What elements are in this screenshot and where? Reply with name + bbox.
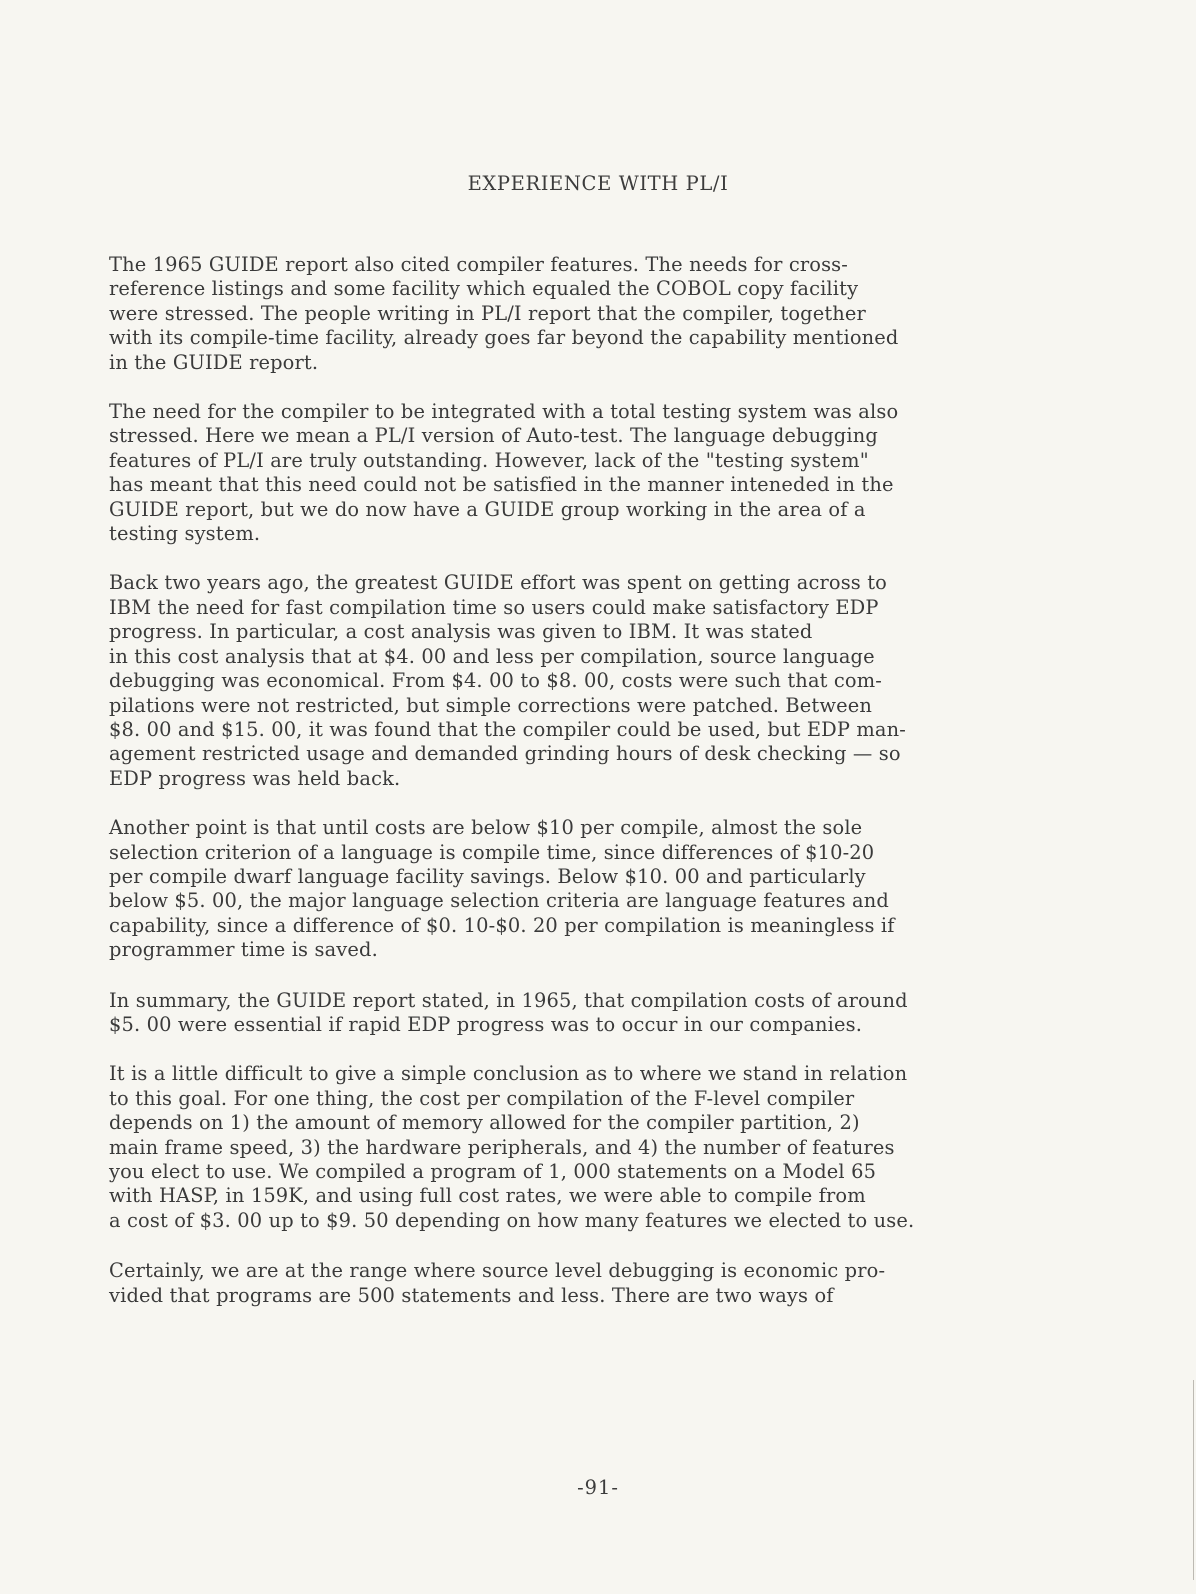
text-line: GUIDE report, but we do now have a GUIDE group working in the area of a <box>109 497 866 521</box>
text-line: to this goal. For one thing, the cost per compilation of the F-level compiler <box>109 1086 855 1110</box>
text-line: debugging was economical. From $4. 00 to $8. 00, costs were such that com- <box>109 669 882 693</box>
text-line: has meant that this need could not be satisfied in the manner inteneded in the <box>109 473 894 497</box>
paragraph-6 <box>109 1062 1089 1233</box>
text-line: It is a little difficult to give a simple conclusion as to where we stand in relation <box>109 1062 908 1086</box>
text-line: Another point is that until costs are below $10 per compile, almost the sole <box>109 816 863 840</box>
text-line: you elect to use. We compiled a program of 1, 000 statements on a Model 65 <box>109 1160 877 1183</box>
text-line: were stressed. The people writing in PL/I report that the compiler, together <box>109 301 866 325</box>
text-line: selection criterion of a language is compile time, since differences of $10-20 <box>109 840 875 864</box>
text-line: $8. 00 and $15. 00, it was found that the compiler could be used, but EDP man- <box>109 717 906 741</box>
body-text <box>109 253 1089 1308</box>
text-line: IBM the need for fast compilation time so users could make satisfactory EDP <box>109 595 879 619</box>
paragraph-1 <box>109 253 1089 375</box>
text-line: EDP progress was held back. <box>109 766 401 790</box>
text-line: in the GUIDE report. <box>109 350 319 374</box>
text-line: below $5. 00, the major language selection criteria are language features and <box>109 889 889 913</box>
text-line: features of PL/I are truly outstanding. However, lack of the "testing system" <box>109 448 869 472</box>
text-line: main frame speed, 3) the hardware peripherals, and 4) the number of features <box>109 1135 895 1159</box>
paragraph-2 <box>109 400 1089 546</box>
paragraph-7 <box>109 1259 1089 1308</box>
text-line: The need for the compiler to be integrated with a total testing system was also <box>109 400 899 424</box>
page-number: -91- <box>577 1476 619 1499</box>
paragraph-5 <box>109 989 1089 1038</box>
page-title: EXPERIENCE WITH PL/I <box>467 172 729 195</box>
text-line: with its compile-time facility, already goes far beyond the capability mentioned <box>109 326 899 350</box>
text-line: testing system. <box>109 522 261 546</box>
paragraph-3 <box>109 571 1089 791</box>
text-line: Back two years ago, the greatest GUIDE effort was spent on getting across to <box>109 571 887 595</box>
text-line: $5. 00 were essential if rapid EDP progress was to occur in our companies. <box>109 1012 863 1036</box>
text-line: Certainly, we are at the range where source level debugging is economic pro- <box>109 1259 886 1283</box>
paragraph-4 <box>109 816 1089 962</box>
text-line: a cost of $3. 00 up to $9. 50 depending on how many features we elected to use. <box>109 1208 915 1232</box>
text-line: in this cost analysis that at $4. 00 and less per compilation, source language <box>109 644 875 668</box>
text-line: progress. In particular, a cost analysis was given to IBM. It was stated <box>109 620 813 644</box>
text-line: programmer time is saved. <box>109 938 378 962</box>
text-line: pilations were not restricted, but simple corrections were patched. Between <box>109 693 873 717</box>
text-line: stressed. Here we mean a PL/I version of Auto-test. The language debugging <box>109 424 878 448</box>
text-line: per compile dwarf language facility savings. Below $10. 00 and particularly <box>109 864 866 888</box>
text-line: The 1965 GUIDE report also cited compiler features. The needs for cross- <box>109 253 848 276</box>
text-line: reference listings and some facility which equaled the COBOL copy facility <box>109 277 859 301</box>
text-line: capability, since a difference of $0. 10-$0. 20 per compilation is meaningless if <box>109 913 895 937</box>
text-line: agement restricted usage and demanded grinding hours of desk checking — so <box>109 742 901 766</box>
text-line: with HASP, in 159K, and using full cost rates, we were able to compile from <box>109 1184 866 1208</box>
text-line: vided that programs are 500 statements and less. There are two ways of <box>109 1283 834 1307</box>
text-line: depends on 1) the amount of memory allowed for the compiler partition, 2) <box>109 1111 860 1135</box>
text-line: In summary, the GUIDE report stated, in 1965, that compilation costs of around <box>109 988 908 1012</box>
